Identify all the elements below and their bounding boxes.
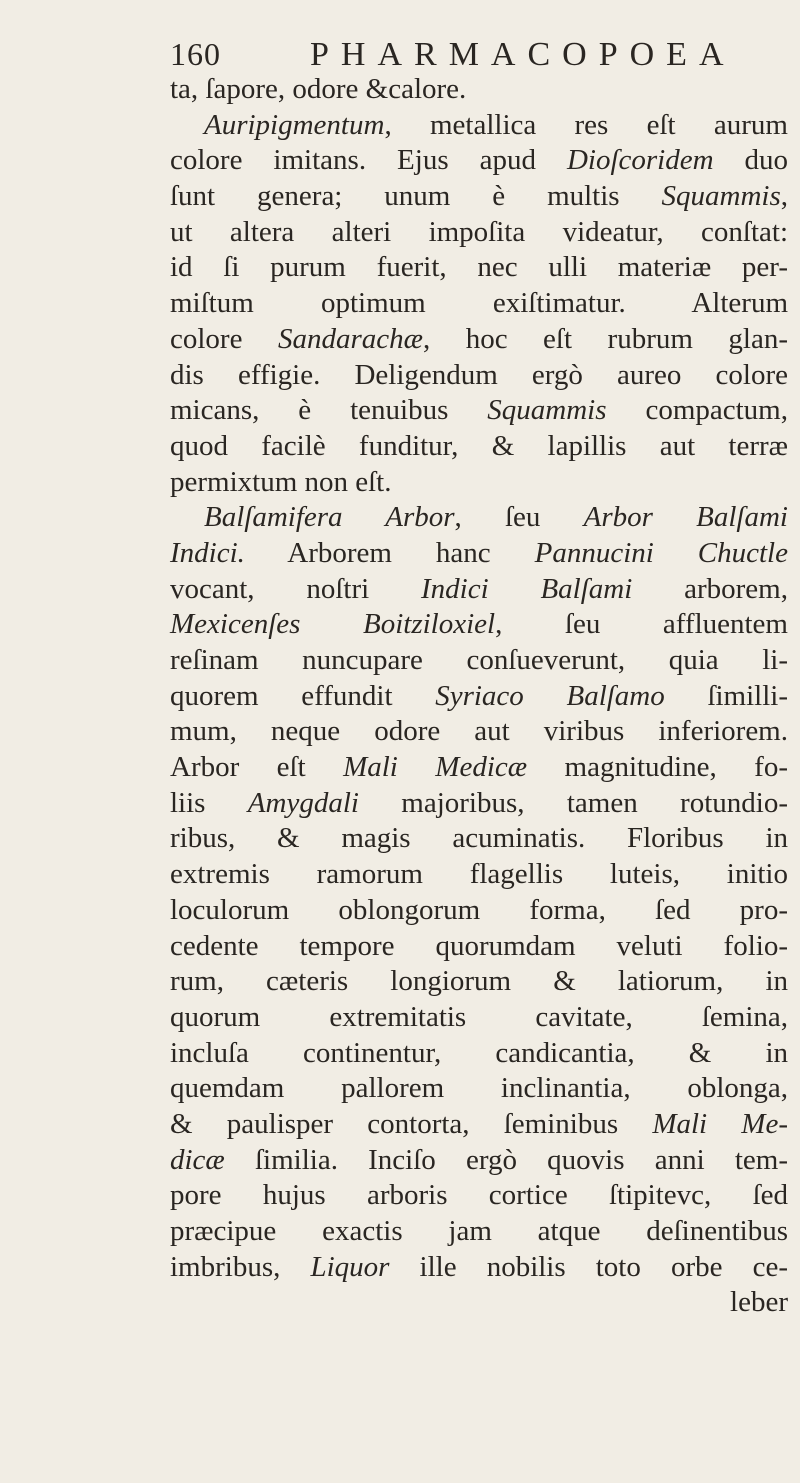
- text-line: [170, 679, 788, 715]
- text-line: [170, 572, 788, 608]
- text-line: [170, 893, 788, 929]
- text-line: [170, 750, 788, 786]
- text-segment: id ſi purum fuerit, nec ulli materiæ per-: [170, 251, 788, 284]
- text-segment: imbribus,: [170, 1250, 311, 1283]
- text-segment: , hoc eſt rubrum glan-: [422, 322, 788, 355]
- text-segment: , ſeu: [454, 501, 584, 534]
- text-line: [170, 1036, 788, 1072]
- text-segment: arborem,: [632, 572, 788, 605]
- text-segment: Arbor eſt: [170, 751, 344, 784]
- text-segment: miſtum optimum exiſtimatur. Alterum: [170, 287, 788, 320]
- text-segment: extremis ramorum flagellis luteis, initio: [170, 858, 788, 891]
- italic-term: Pannucini Chuctle: [534, 536, 788, 569]
- italic-term: dicæ: [170, 1143, 225, 1176]
- text-segment: compactum,: [606, 394, 788, 427]
- text-segment: dis effigie. Deligendum ergò aureo colore: [170, 358, 788, 391]
- text-segment: permixtum non eſt.: [170, 465, 392, 498]
- text-segment: ut altera alteri impoſita videatur, conſtat:: [170, 215, 788, 248]
- italic-term: Indici.: [170, 536, 245, 569]
- text-line: [170, 643, 788, 679]
- text-line: [170, 108, 788, 144]
- italic-term: Squammis: [661, 180, 781, 213]
- running-title: PHARMACOPOEA: [310, 36, 736, 73]
- text-line: [170, 72, 788, 108]
- text-segment: ribus, & magis acuminatis. Floribus in: [170, 822, 788, 855]
- text-segment: quemdam pallorem inclinantia, oblonga,: [170, 1072, 788, 1105]
- body-text: [170, 72, 788, 1321]
- italic-term: Amygdali: [247, 786, 359, 819]
- italic-term: Mexicenſes Boitziloxiel: [170, 608, 496, 641]
- text-segment: quorem effundit: [170, 679, 436, 712]
- text-segment: ille nobilis toto orbe ce-: [389, 1250, 788, 1283]
- text-segment: quorum extremitatis cavitate, ſemina,: [170, 1000, 788, 1033]
- text-segment: mum, neque odore aut viribus inferiorem.: [170, 715, 788, 748]
- text-line: [170, 429, 788, 465]
- text-segment: magnitudine, fo-: [527, 751, 788, 784]
- text-segment: ſimilia. Inciſo ergò quovis anni tem-: [224, 1143, 788, 1176]
- text-segment: incluſa continentur, candicantia, & in: [170, 1036, 788, 1069]
- italic-term: Liquor: [310, 1250, 390, 1283]
- text-line: [170, 1071, 788, 1107]
- text-segment: colore: [170, 322, 278, 355]
- text-line: [170, 358, 788, 394]
- text-segment: præcipue exactis jam atque deſinentibus: [170, 1215, 788, 1247]
- text-line: [170, 1107, 788, 1143]
- text-segment: , ſeu affluentem: [495, 608, 788, 641]
- text-line: [170, 929, 788, 965]
- text-line: [170, 322, 788, 358]
- italic-term: Mali Me-: [652, 1107, 788, 1140]
- text-line: [170, 536, 788, 572]
- text-line: [170, 286, 788, 322]
- text-line: [170, 1000, 788, 1036]
- text-line: [170, 143, 788, 179]
- text-segment: leber: [730, 1286, 788, 1319]
- text-segment: cedente tempore quorumdam veluti folio-: [170, 929, 788, 962]
- text-segment: ſimilli-: [664, 679, 788, 712]
- text-segment: loculorum oblongorum forma, ſed pro-: [170, 893, 788, 926]
- italic-term: Sandarachæ: [277, 322, 423, 355]
- text-line: [170, 1178, 788, 1214]
- text-segment: quod facilè funditur, & lapillis aut terræ: [170, 429, 788, 462]
- text-segment: pore hujus arboris cortice ſtipitevc, ſed: [170, 1179, 788, 1212]
- text-line: [170, 786, 788, 822]
- text-segment: duo: [713, 144, 789, 177]
- text-line: [170, 393, 788, 429]
- text-line: [170, 857, 788, 893]
- text-line: [170, 821, 788, 857]
- text-line: [170, 714, 788, 750]
- text-segment: , metallica res eſt aurum: [384, 108, 788, 141]
- text-line: [170, 964, 788, 1000]
- text-segment: liis: [170, 786, 248, 819]
- text-segment: vocant, noſtri: [170, 572, 422, 605]
- italic-term: Indici Balſami: [421, 572, 633, 605]
- italic-term: Dioſcoridem: [566, 144, 714, 177]
- text-segment: reſinam nuncupare conſueverunt, quia li-: [170, 644, 788, 676]
- text-segment: majoribus, tamen rotundio-: [358, 786, 788, 819]
- text-line: [170, 250, 788, 286]
- text-line: [170, 607, 788, 643]
- text-line: [170, 1285, 788, 1321]
- text-line: [170, 215, 788, 251]
- text-line: [170, 500, 788, 536]
- text-line: [170, 1143, 788, 1179]
- text-segment: ta, ſapore, odore &calore.: [170, 73, 467, 105]
- text-segment: ſunt genera; unum è multis: [170, 180, 662, 213]
- text-segment: & paulisper contorta, ſeminibus: [170, 1107, 653, 1140]
- text-segment: rum, cæteris longiorum & latiorum, in: [170, 965, 788, 998]
- text-line: [170, 1250, 788, 1286]
- text-segment: micans, è tenuibus: [170, 394, 488, 427]
- text-segment: colore imitans. Ejus apud: [170, 144, 567, 177]
- italic-term: Syriaco Balſamo: [435, 679, 665, 712]
- text-segment: Arborem hanc: [244, 536, 535, 569]
- italic-term: Arbor Balſami: [583, 501, 788, 534]
- text-line: [170, 465, 788, 501]
- page-number: 160: [170, 36, 221, 72]
- text-line: [170, 1214, 788, 1250]
- italic-term: Balſamifera Arbor: [204, 501, 455, 534]
- text-segment: ,: [780, 180, 788, 213]
- text-line: [170, 179, 788, 215]
- italic-term: Squammis: [487, 394, 607, 427]
- italic-term: Mali Medicæ: [343, 751, 528, 784]
- italic-term: Auripigmentum: [204, 108, 385, 141]
